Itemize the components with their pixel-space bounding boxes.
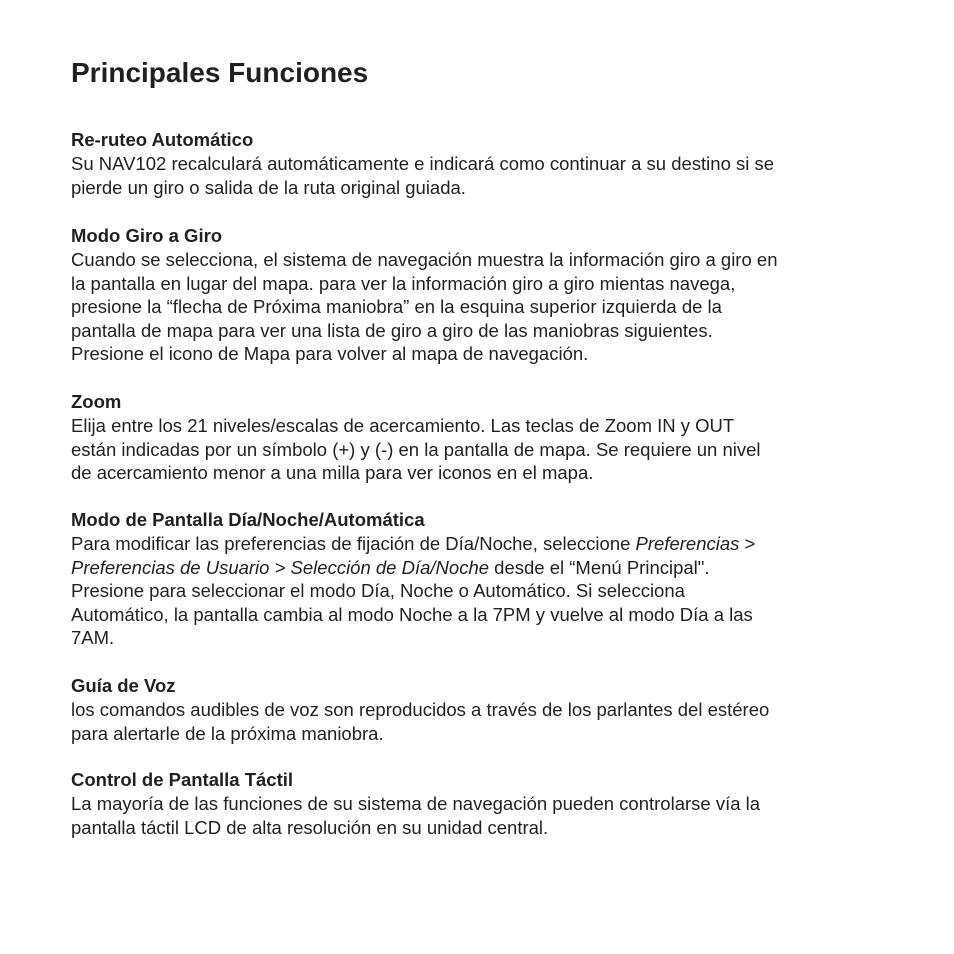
section-zoom [71,390,891,485]
body-line: presione la “flecha de Próxima maniobra” en la esquina superior izquierda de la [71,296,722,317]
section-body [71,792,891,839]
section-control-pantalla [71,768,891,839]
body-line: 7AM. [71,627,115,648]
body-line: La mayoría de las funciones de su sistema de navegación pueden controlarse vía la [71,793,761,814]
section-body [71,532,891,650]
body-line: pantalla de mapa para ver una lista de giro a giro de las maniobras siguientes. [71,319,713,341]
section-body [71,152,891,199]
section-heading: Control de Pantalla Táctil [71,769,294,790]
menu-path-text: Preferencias de Usuario > Selección de Día/Noche [71,556,490,578]
section-modo-pantalla [71,508,891,650]
section-heading: Re-ruteo Automático [71,129,254,150]
body-line: están indicadas por un símbolo (+) y (-) en la pantalla de mapa. Se requiere un nivel [71,438,761,460]
body-line: Automático, la pantalla cambia al modo Noche a la 7PM y vuelve al modo Día a las [71,603,753,625]
body-line [71,532,891,556]
body-line: de acercamiento menor a una milla para ver iconos en el mapa. [71,462,594,483]
body-line: Elija entre los 21 niveles/escalas de acercamiento. Las teclas de Zoom IN y OUT [71,415,735,436]
menu-path-text: Preferencias [635,533,740,554]
section-body [71,414,891,485]
section-heading: Modo Giro a Giro [71,225,223,246]
section-re-ruteo [71,128,891,199]
body-line [71,556,891,580]
section-heading: Guía de Voz [71,675,176,696]
body-line: Presione para seleccionar el modo Día, Noche o Automático. Si selecciona [71,580,685,601]
body-text: > [739,533,756,554]
section-heading: Zoom [71,391,122,412]
body-line: los comandos audibles de voz son reproducidos a través de los parlantes del estéreo [71,699,770,720]
body-line: Cuando se selecciona, el sistema de navegación muestra la información giro a giro en [71,249,778,270]
section-body [71,698,891,745]
body-line: Su NAV102 recalculará automáticamente e indicará como continuar a su destino si se [71,153,775,174]
page-title: Principales Funciones [71,57,369,88]
section-body [71,248,891,366]
body-line: la pantalla en lugar del mapa. para ver la información giro a giro mientas navega, [71,272,736,294]
body-text: desde el “Menú Principal". [489,556,710,578]
body-line: pantalla táctil LCD de alta resolución en su unidad central. [71,816,549,838]
section-heading: Modo de Pantalla Día/Noche/Automática [71,509,425,530]
section-guia-voz [71,674,891,745]
body-text: Para modificar las preferencias de fijación de Día/Noche, seleccione [71,533,636,554]
body-line: para alertarle de la próxima maniobra. [71,722,384,744]
body-line: Presione el icono de Mapa para volver al mapa de navegación. [71,343,589,364]
body-line: pierde un giro o salida de la ruta original guiada. [71,176,466,198]
section-modo-giro [71,224,891,366]
